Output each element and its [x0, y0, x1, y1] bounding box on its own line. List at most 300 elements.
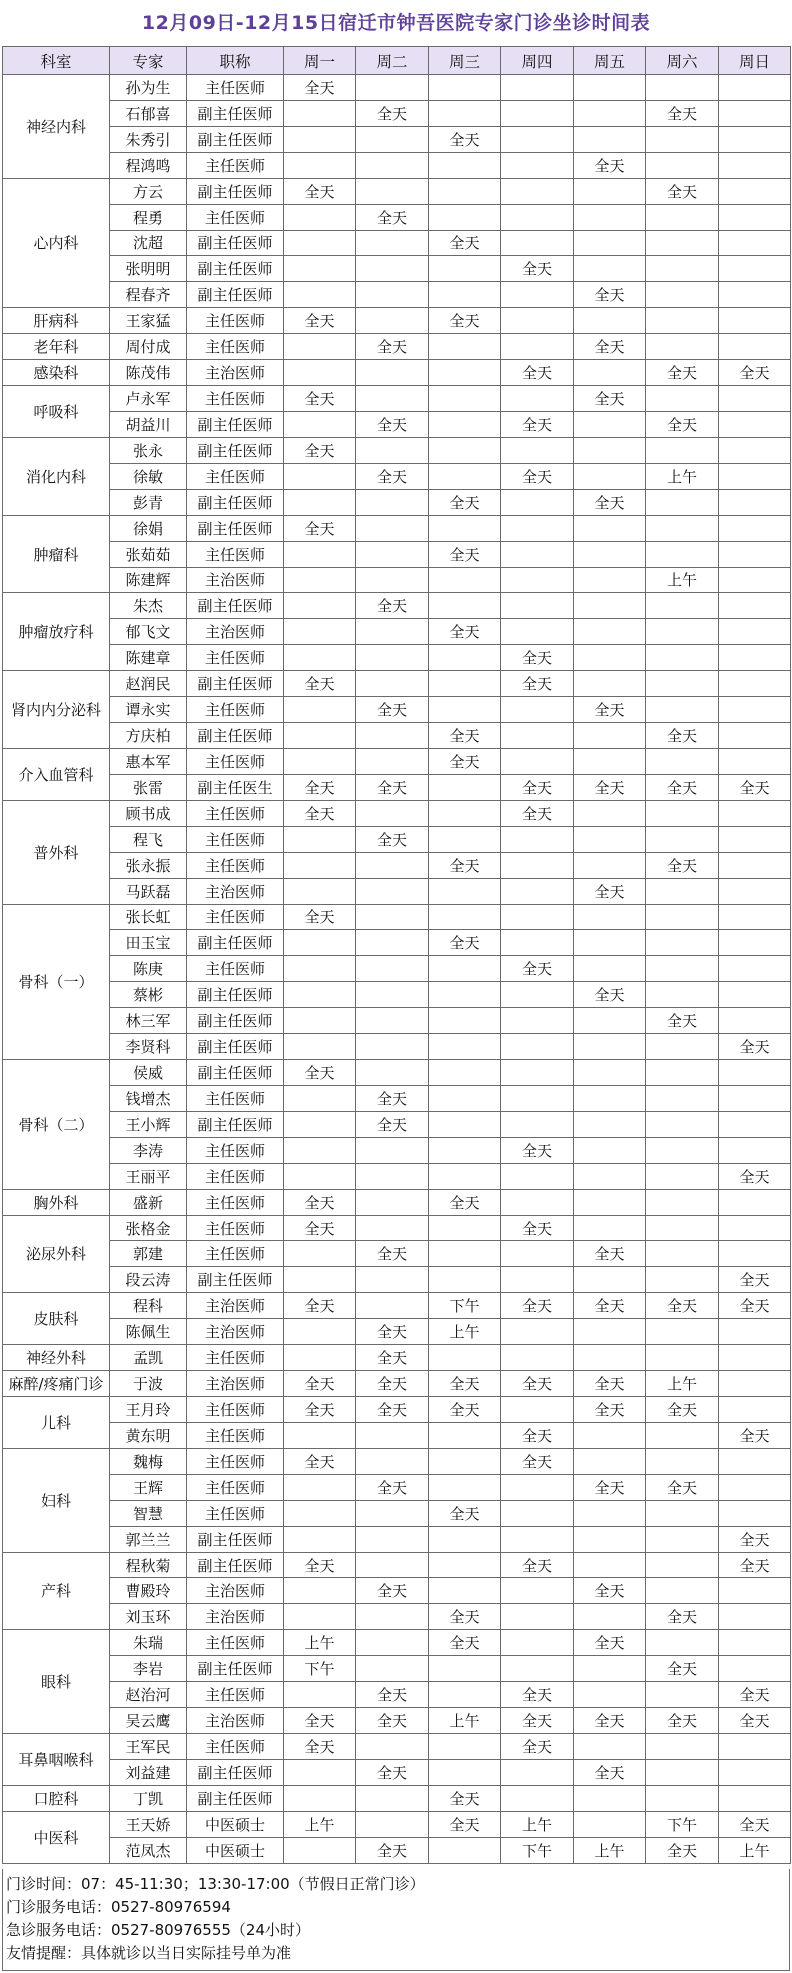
- schedule-cell: [501, 1319, 574, 1345]
- schedule-cell: [284, 1578, 356, 1604]
- emergency-phone: 急诊服务电话：0527-80976555（24小时）: [6, 1921, 311, 1939]
- doctor-name: 于波: [110, 1371, 187, 1397]
- schedule-cell: 全天: [284, 1215, 356, 1241]
- schedule-cell: [574, 904, 646, 930]
- schedule-cell: [429, 463, 501, 489]
- doctor-name: 郭兰兰: [110, 1526, 187, 1552]
- column-header: 职称: [187, 47, 284, 75]
- schedule-cell: [719, 1578, 791, 1604]
- schedule-cell: [356, 1811, 429, 1837]
- schedule-cell: 全天: [356, 1085, 429, 1111]
- schedule-cell: 上午: [646, 1371, 719, 1397]
- schedule-cell: [356, 1734, 429, 1760]
- schedule-cell: 全天: [501, 671, 574, 697]
- doctor-title: 主治医师: [187, 1578, 284, 1604]
- schedule-cell: [719, 515, 791, 541]
- schedule-cell: 全天: [501, 645, 574, 671]
- schedule-cell: 全天: [429, 541, 501, 567]
- schedule-cell: [356, 852, 429, 878]
- schedule-cell: [501, 1034, 574, 1060]
- schedule-cell: [646, 1630, 719, 1656]
- schedule-cell: [646, 152, 719, 178]
- schedule-cell: [646, 619, 719, 645]
- schedule-cell: [429, 826, 501, 852]
- department-cell: 皮肤科: [3, 1293, 110, 1345]
- schedule-cell: [429, 1345, 501, 1371]
- doctor-name: 王月玲: [110, 1397, 187, 1423]
- schedule-cell: [356, 1604, 429, 1630]
- doctor-name: 陈佩生: [110, 1319, 187, 1345]
- schedule-cell: [719, 1604, 791, 1630]
- schedule-cell: 全天: [284, 1708, 356, 1734]
- schedule-cell: 全天: [719, 1552, 791, 1578]
- schedule-cell: [501, 1578, 574, 1604]
- table-row: [3, 1474, 791, 1500]
- schedule-cell: [356, 75, 429, 101]
- schedule-cell: 全天: [501, 256, 574, 282]
- schedule-cell: [719, 308, 791, 334]
- doctor-name: 张雷: [110, 774, 187, 800]
- schedule-cell: [574, 956, 646, 982]
- schedule-cell: [646, 204, 719, 230]
- schedule-cell: [719, 1111, 791, 1137]
- doctor-title: 主任医师: [187, 334, 284, 360]
- doctor-title: 副主任医师: [187, 126, 284, 152]
- doctor-name: 程科: [110, 1293, 187, 1319]
- schedule-cell: [284, 1526, 356, 1552]
- schedule-cell: [719, 1785, 791, 1811]
- doctor-title: 副主任医师: [187, 1656, 284, 1682]
- schedule-cell: [574, 1811, 646, 1837]
- schedule-cell: [356, 1267, 429, 1293]
- schedule-cell: 全天: [719, 1811, 791, 1837]
- schedule-cell: [501, 1111, 574, 1137]
- schedule-cell: [429, 1111, 501, 1137]
- schedule-cell: [501, 1474, 574, 1500]
- table-row: [3, 930, 791, 956]
- schedule-cell: [501, 541, 574, 567]
- schedule-cell: [646, 334, 719, 360]
- schedule-cell: [646, 982, 719, 1008]
- table-row: [3, 593, 791, 619]
- schedule-cell: 上午: [646, 567, 719, 593]
- schedule-cell: [501, 697, 574, 723]
- schedule-cell: [719, 126, 791, 152]
- schedule-cell: [574, 1085, 646, 1111]
- schedule-cell: [719, 852, 791, 878]
- schedule-cell: [646, 1241, 719, 1267]
- schedule-cell: [284, 1319, 356, 1345]
- table-row: [3, 774, 791, 800]
- doctor-name: 刘玉环: [110, 1604, 187, 1630]
- schedule-cell: [646, 1034, 719, 1060]
- schedule-cell: [356, 230, 429, 256]
- schedule-cell: 上午: [574, 1837, 646, 1863]
- table-row: [3, 1552, 791, 1578]
- table-row: [3, 1734, 791, 1760]
- schedule-cell: [429, 878, 501, 904]
- table-row: [3, 1604, 791, 1630]
- schedule-cell: [284, 1500, 356, 1526]
- schedule-cell: 全天: [429, 1604, 501, 1630]
- schedule-cell: [574, 723, 646, 749]
- schedule-cell: 全天: [356, 774, 429, 800]
- schedule-cell: [284, 852, 356, 878]
- doctor-name: 赵治河: [110, 1682, 187, 1708]
- schedule-cell: [719, 100, 791, 126]
- schedule-cell: [284, 1474, 356, 1500]
- schedule-cell: 上午: [501, 1811, 574, 1837]
- schedule-cell: [429, 982, 501, 1008]
- doctor-name: 李涛: [110, 1137, 187, 1163]
- schedule-cell: [501, 489, 574, 515]
- schedule-cell: 全天: [574, 982, 646, 1008]
- table-row: [3, 411, 791, 437]
- schedule-cell: 全天: [501, 1708, 574, 1734]
- department-cell: 感染科: [3, 360, 110, 386]
- department-cell: 肿瘤放疗科: [3, 593, 110, 671]
- schedule-cell: 全天: [284, 904, 356, 930]
- schedule-cell: [574, 1345, 646, 1371]
- column-header: 周五: [574, 47, 646, 75]
- schedule-cell: [646, 1189, 719, 1215]
- schedule-cell: [719, 982, 791, 1008]
- table-row: [3, 489, 791, 515]
- table-row: [3, 1371, 791, 1397]
- schedule-cell: 全天: [284, 1189, 356, 1215]
- table-row: [3, 800, 791, 826]
- schedule-cell: [646, 126, 719, 152]
- schedule-cell: [719, 1189, 791, 1215]
- schedule-cell: [501, 1604, 574, 1630]
- schedule-cell: [719, 1215, 791, 1241]
- doctor-title: 主任医师: [187, 826, 284, 852]
- doctor-title: 主任医师: [187, 1189, 284, 1215]
- schedule-cell: [501, 437, 574, 463]
- doctor-title: 主任医师: [187, 1163, 284, 1189]
- doctor-title: 主任医师: [187, 748, 284, 774]
- table-row: [3, 1500, 791, 1526]
- schedule-cell: [719, 697, 791, 723]
- table-row: [3, 697, 791, 723]
- schedule-cell: [501, 748, 574, 774]
- schedule-cell: [429, 1034, 501, 1060]
- doctor-name: 陈建辉: [110, 567, 187, 593]
- doctor-name: 蔡彬: [110, 982, 187, 1008]
- schedule-cell: [719, 282, 791, 308]
- doctor-name: 丁凯: [110, 1785, 187, 1811]
- table-row: [3, 178, 791, 204]
- table-row: [3, 126, 791, 152]
- schedule-cell: [429, 178, 501, 204]
- clinic-phone: 门诊服务电话：0527-80976594: [6, 1898, 231, 1916]
- department-cell: 心内科: [3, 178, 110, 308]
- schedule-cell: 全天: [356, 1111, 429, 1137]
- schedule-cell: [356, 1215, 429, 1241]
- doctor-name: 谭永实: [110, 697, 187, 723]
- schedule-cell: 全天: [719, 774, 791, 800]
- schedule-cell: 全天: [356, 463, 429, 489]
- doctor-name: 陈茂伟: [110, 360, 187, 386]
- schedule-cell: 全天: [646, 1293, 719, 1319]
- schedule-cell: [646, 75, 719, 101]
- doctor-name: 孙为生: [110, 75, 187, 101]
- schedule-cell: [284, 1837, 356, 1863]
- doctor-name: 彭青: [110, 489, 187, 515]
- department-cell: 神经内科: [3, 75, 110, 179]
- table-row: [3, 567, 791, 593]
- department-cell: 老年科: [3, 334, 110, 360]
- schedule-cell: 全天: [501, 800, 574, 826]
- doctor-title: 副主任医师: [187, 100, 284, 126]
- table-row: [3, 541, 791, 567]
- doctor-name: 朱瑞: [110, 1630, 187, 1656]
- schedule-cell: [574, 619, 646, 645]
- schedule-cell: [284, 1267, 356, 1293]
- doctor-name: 曹殿玲: [110, 1578, 187, 1604]
- schedule-cell: [646, 1682, 719, 1708]
- schedule-cell: [356, 567, 429, 593]
- schedule-cell: 全天: [574, 334, 646, 360]
- schedule-cell: [356, 152, 429, 178]
- schedule-cell: 上午: [646, 463, 719, 489]
- doctor-title: 主任医师: [187, 1422, 284, 1448]
- schedule-cell: [501, 515, 574, 541]
- doctor-name: 段云涛: [110, 1267, 187, 1293]
- doctor-name: 朱杰: [110, 593, 187, 619]
- doctor-title: 主治医师: [187, 619, 284, 645]
- schedule-cell: 全天: [646, 723, 719, 749]
- table-row: [3, 1137, 791, 1163]
- doctor-title: 主治医师: [187, 878, 284, 904]
- schedule-cell: [356, 126, 429, 152]
- schedule-cell: 全天: [501, 956, 574, 982]
- table-row: [3, 1526, 791, 1552]
- schedule-cell: [429, 645, 501, 671]
- doctor-name: 陈庚: [110, 956, 187, 982]
- schedule-cell: [356, 1060, 429, 1086]
- schedule-cell: [429, 1008, 501, 1034]
- table-row: [3, 1811, 791, 1837]
- doctor-name: 智慧: [110, 1500, 187, 1526]
- schedule-cell: [429, 1759, 501, 1785]
- doctor-title: 主任医师: [187, 204, 284, 230]
- schedule-cell: [284, 1163, 356, 1189]
- schedule-cell: [501, 1060, 574, 1086]
- column-header: 周三: [429, 47, 501, 75]
- doctor-title: 主治医师: [187, 1293, 284, 1319]
- schedule-cell: 全天: [719, 1267, 791, 1293]
- doctor-name: 程勇: [110, 204, 187, 230]
- schedule-cell: [646, 593, 719, 619]
- doctor-title: 主任医师: [187, 1345, 284, 1371]
- schedule-cell: [574, 1163, 646, 1189]
- schedule-cell: [574, 1267, 646, 1293]
- doctor-title: 副主任医师: [187, 411, 284, 437]
- schedule-cell: [356, 956, 429, 982]
- schedule-cell: [719, 178, 791, 204]
- schedule-cell: [646, 1759, 719, 1785]
- schedule-cell: [429, 956, 501, 982]
- schedule-cell: [429, 360, 501, 386]
- doctor-name: 盛新: [110, 1189, 187, 1215]
- schedule-cell: 全天: [501, 1552, 574, 1578]
- schedule-cell: 全天: [356, 334, 429, 360]
- doctor-name: 卢永军: [110, 386, 187, 412]
- schedule-cell: [429, 1085, 501, 1111]
- column-header: 专家: [110, 47, 187, 75]
- friendly-reminder: 友情提醒：具体就诊以当日实际挂号单为准: [6, 1944, 292, 1962]
- schedule-cell: [574, 1604, 646, 1630]
- doctor-title: 主治医师: [187, 567, 284, 593]
- schedule-cell: [501, 126, 574, 152]
- department-cell: 神经外科: [3, 1345, 110, 1371]
- schedule-cell: [719, 1734, 791, 1760]
- schedule-cell: [646, 1267, 719, 1293]
- schedule-cell: [719, 489, 791, 515]
- schedule-cell: [574, 463, 646, 489]
- doctor-name: 顾书成: [110, 800, 187, 826]
- schedule-cell: [284, 1759, 356, 1785]
- schedule-cell: [501, 1189, 574, 1215]
- table-row: [3, 852, 791, 878]
- schedule-cell: [719, 645, 791, 671]
- schedule-cell: [356, 1422, 429, 1448]
- schedule-cell: [429, 100, 501, 126]
- schedule-cell: [574, 1682, 646, 1708]
- doctor-title: 主任医师: [187, 1682, 284, 1708]
- doctor-name: 王军民: [110, 1734, 187, 1760]
- doctor-name: 侯威: [110, 1060, 187, 1086]
- schedule-cell: [719, 1397, 791, 1423]
- schedule-cell: [429, 75, 501, 101]
- schedule-cell: [574, 126, 646, 152]
- schedule-cell: 全天: [284, 178, 356, 204]
- schedule-cell: [646, 930, 719, 956]
- schedule-cell: [356, 645, 429, 671]
- schedule-cell: 全天: [646, 852, 719, 878]
- schedule-cell: [719, 152, 791, 178]
- table-row: [3, 956, 791, 982]
- table-row: [3, 1163, 791, 1189]
- doctor-name: 沈超: [110, 230, 187, 256]
- table-row: [3, 1085, 791, 1111]
- schedule-cell: [501, 1085, 574, 1111]
- table-row: [3, 619, 791, 645]
- schedule-cell: [646, 1552, 719, 1578]
- schedule-cell: [429, 671, 501, 697]
- schedule-cell: [356, 1163, 429, 1189]
- schedule-cell: [501, 1345, 574, 1371]
- doctor-name: 李贤科: [110, 1034, 187, 1060]
- schedule-cell: [574, 256, 646, 282]
- schedule-cell: [356, 360, 429, 386]
- table-row: [3, 1708, 791, 1734]
- schedule-cell: [719, 671, 791, 697]
- schedule-cell: [574, 515, 646, 541]
- doctor-title: 主任医师: [187, 1500, 284, 1526]
- schedule-cell: 全天: [284, 386, 356, 412]
- department-cell: 普外科: [3, 800, 110, 904]
- schedule-cell: 全天: [719, 1293, 791, 1319]
- schedule-cell: [501, 1526, 574, 1552]
- schedule-table: [2, 46, 791, 1864]
- schedule-cell: 全天: [646, 1837, 719, 1863]
- schedule-cell: [574, 645, 646, 671]
- schedule-cell: 全天: [501, 1734, 574, 1760]
- schedule-cell: [574, 100, 646, 126]
- schedule-cell: [429, 204, 501, 230]
- department-cell: 儿科: [3, 1397, 110, 1449]
- schedule-cell: [501, 826, 574, 852]
- doctor-title: 副主任医师: [187, 1759, 284, 1785]
- schedule-cell: 全天: [356, 411, 429, 437]
- schedule-cell: 上午: [284, 1630, 356, 1656]
- schedule-cell: [284, 645, 356, 671]
- schedule-cell: 全天: [646, 411, 719, 437]
- schedule-cell: [574, 541, 646, 567]
- schedule-cell: [501, 282, 574, 308]
- doctor-title: 副主任医师: [187, 1785, 284, 1811]
- schedule-cell: [574, 230, 646, 256]
- schedule-cell: 全天: [574, 774, 646, 800]
- schedule-cell: 上午: [429, 1708, 501, 1734]
- schedule-cell: [574, 1189, 646, 1215]
- doctor-name: 方庆柏: [110, 723, 187, 749]
- schedule-cell: [356, 1785, 429, 1811]
- doctor-title: 主治医师: [187, 1371, 284, 1397]
- doctor-name: 马跃磊: [110, 878, 187, 904]
- schedule-cell: [574, 800, 646, 826]
- table-row: [3, 826, 791, 852]
- table-header-row: [3, 47, 791, 75]
- schedule-cell: [574, 1008, 646, 1034]
- schedule-cell: 上午: [429, 1319, 501, 1345]
- schedule-cell: 全天: [356, 1397, 429, 1423]
- schedule-cell: [646, 230, 719, 256]
- doctor-name: 方云: [110, 178, 187, 204]
- doctor-name: 李岩: [110, 1656, 187, 1682]
- schedule-cell: [356, 1552, 429, 1578]
- schedule-cell: [646, 308, 719, 334]
- schedule-cell: [501, 1267, 574, 1293]
- doctor-name: 张茹茹: [110, 541, 187, 567]
- schedule-cell: [429, 386, 501, 412]
- schedule-cell: [284, 152, 356, 178]
- department-cell: 肿瘤科: [3, 515, 110, 593]
- table-row: [3, 100, 791, 126]
- table-row: [3, 1008, 791, 1034]
- doctor-name: 胡益川: [110, 411, 187, 437]
- table-row: [3, 437, 791, 463]
- schedule-cell: [429, 1137, 501, 1163]
- doctor-name: 吴云鹰: [110, 1708, 187, 1734]
- schedule-cell: [719, 1008, 791, 1034]
- schedule-cell: [284, 878, 356, 904]
- department-cell: 介入血管科: [3, 748, 110, 800]
- table-row: [3, 1759, 791, 1785]
- column-header: 科室: [3, 47, 110, 75]
- schedule-cell: [429, 1474, 501, 1500]
- schedule-cell: [646, 1500, 719, 1526]
- schedule-cell: 全天: [429, 723, 501, 749]
- table-row: [3, 1345, 791, 1371]
- doctor-title: 主任医师: [187, 1448, 284, 1474]
- doctor-name: 赵润民: [110, 671, 187, 697]
- schedule-cell: [429, 152, 501, 178]
- doctor-name: 张明明: [110, 256, 187, 282]
- schedule-cell: [646, 1422, 719, 1448]
